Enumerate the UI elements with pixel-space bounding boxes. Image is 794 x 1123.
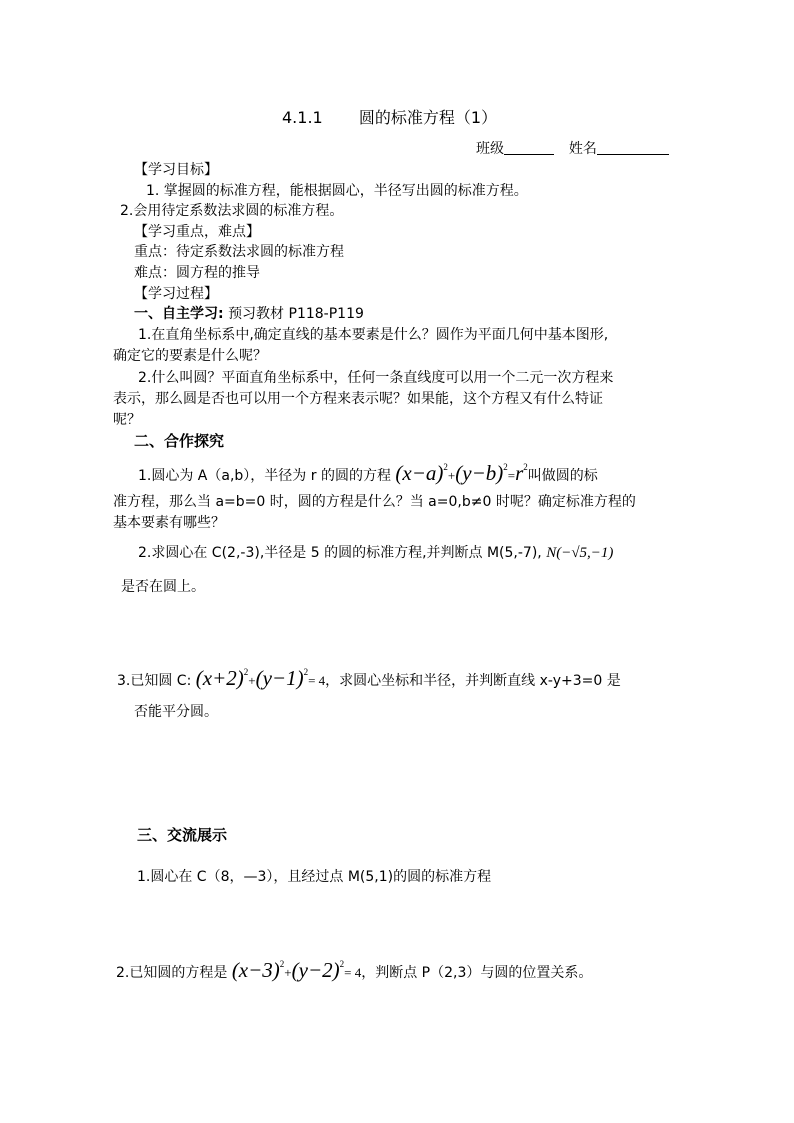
explore-problem-3-line-1	[117, 665, 621, 695]
explore-problem-1-line-3: 基本要素有哪些？	[113, 515, 225, 531]
self-study-label: 一、自主学习:	[134, 306, 224, 322]
goal-item-1: 1. 掌握圆的标准方程，能根据圆心，半径写出圆的标准方程。	[146, 183, 528, 199]
question-2-line-3: 呢？	[113, 412, 141, 428]
name-label: 姓名	[568, 141, 597, 157]
eq2-sq-1: 2	[243, 667, 249, 677]
eq2-plus: +	[248, 673, 256, 688]
student-info	[476, 139, 669, 159]
self-study-ref: 预习教材 P118-P119	[228, 306, 364, 322]
explore-heading: 二、合作探究	[134, 432, 225, 450]
question-1-line-2: 确定它的要素是什么呢？	[113, 348, 267, 364]
explore-problem-2-line-1	[138, 543, 613, 563]
explore-p1-post: 叫做圆的标	[527, 468, 598, 484]
title-text: 圆的标准方程（1）	[358, 108, 498, 127]
equation-circle-c	[196, 666, 325, 690]
explore-p2-pre: 2.求圆心在 C(2,-3),半径是 5 的圆的标准方程,并判断点 M(5,-7),	[138, 545, 542, 561]
question-1-line-1: 1.在直角坐标系中,确定直线的基本要素是什么？圆作为平面几何中基本图形,	[138, 327, 609, 343]
name-blank[interactable]	[597, 140, 669, 155]
explore-p3-pre: 3.已知圆 C:	[117, 673, 192, 689]
exchange-p2-post: ，判断点 P（2,3）与圆的位置关系。	[361, 965, 593, 981]
eq1-sq-1: 2	[443, 462, 448, 472]
eq2-sq-2: 2	[303, 667, 309, 677]
self-study	[134, 304, 364, 324]
equation-circle-e2	[232, 958, 361, 982]
eq1-r: r	[515, 461, 524, 485]
key-heading: 【学习重点，难点】	[134, 224, 260, 240]
equation-general	[395, 461, 527, 485]
explore-problem-1-line-2: 准方程，那么当 a=b=0 时，圆的方程是什么？当 a=0,b≠0 时呢？确定标准方程的	[113, 494, 636, 510]
eq1-plus: +	[447, 468, 456, 483]
eq3-y-term: (y−2)	[291, 958, 340, 982]
eq2-y-term: (y−1)	[255, 666, 304, 690]
eq3-plus: +	[284, 965, 292, 980]
process-heading: 【学习过程】	[134, 286, 218, 302]
class-blank[interactable]	[504, 140, 554, 155]
eq1-sq-2: 2	[503, 462, 508, 472]
eq3-sq-1: 2	[279, 959, 285, 969]
eq1-sq-3: 2	[523, 462, 528, 472]
explore-problem-3-line-2: 否能平分圆。	[134, 704, 218, 720]
class-label: 班级	[476, 141, 504, 157]
difficulty-point: 难点：圆方程的推导	[134, 265, 260, 281]
key-point: 重点：待定系数法求圆的标准方程	[134, 244, 344, 260]
eq3-x-term: (x−3)	[231, 958, 280, 982]
explore-problem-1-line-1	[138, 460, 598, 490]
exchange-problem-2	[116, 957, 592, 987]
eq1-equals: =	[507, 468, 516, 483]
goal-item-2: 2.会用待定系数法求圆的标准方程。	[120, 203, 344, 219]
explore-p1-pre: 1.圆心为 A（a,b），半径为 r 的圆的方程	[138, 468, 391, 484]
explore-problem-2-line-2: 是否在圆上。	[121, 579, 205, 595]
eq1-y-term: (y−b)	[455, 461, 504, 485]
exchange-p2-pre: 2.已知圆的方程是	[116, 965, 228, 981]
question-2-line-1: 2.什么叫圆？平面直角坐标系中，任何一条直线度可以用一个二元一次方程来	[138, 370, 614, 386]
title-number: 4.1.1	[282, 108, 323, 127]
exchange-heading: 三、交流展示	[137, 826, 228, 844]
eq1-x-term: (x−a)	[395, 461, 444, 485]
eq2-rhs: = 4	[308, 673, 326, 688]
exchange-problem-1: 1.圆心在 C（8，—3），且经过点 M(5,1)的圆的标准方程	[137, 869, 492, 885]
point-n: N(−√5,−1)	[546, 545, 614, 561]
eq3-rhs: = 4	[344, 965, 362, 980]
eq3-sq-2: 2	[339, 959, 345, 969]
goals-heading: 【学习目标】	[134, 162, 218, 178]
question-2-line-2: 表示，那么圆是否也可以用一个方程来表示呢？如果能，这个方程又有什么特证	[113, 391, 603, 407]
explore-p3-post: ，求圆心坐标和半径，并判断直线 x-y+3=0 是	[325, 673, 621, 689]
eq2-x-term: (x+2)	[195, 666, 244, 690]
page-title	[282, 108, 497, 128]
